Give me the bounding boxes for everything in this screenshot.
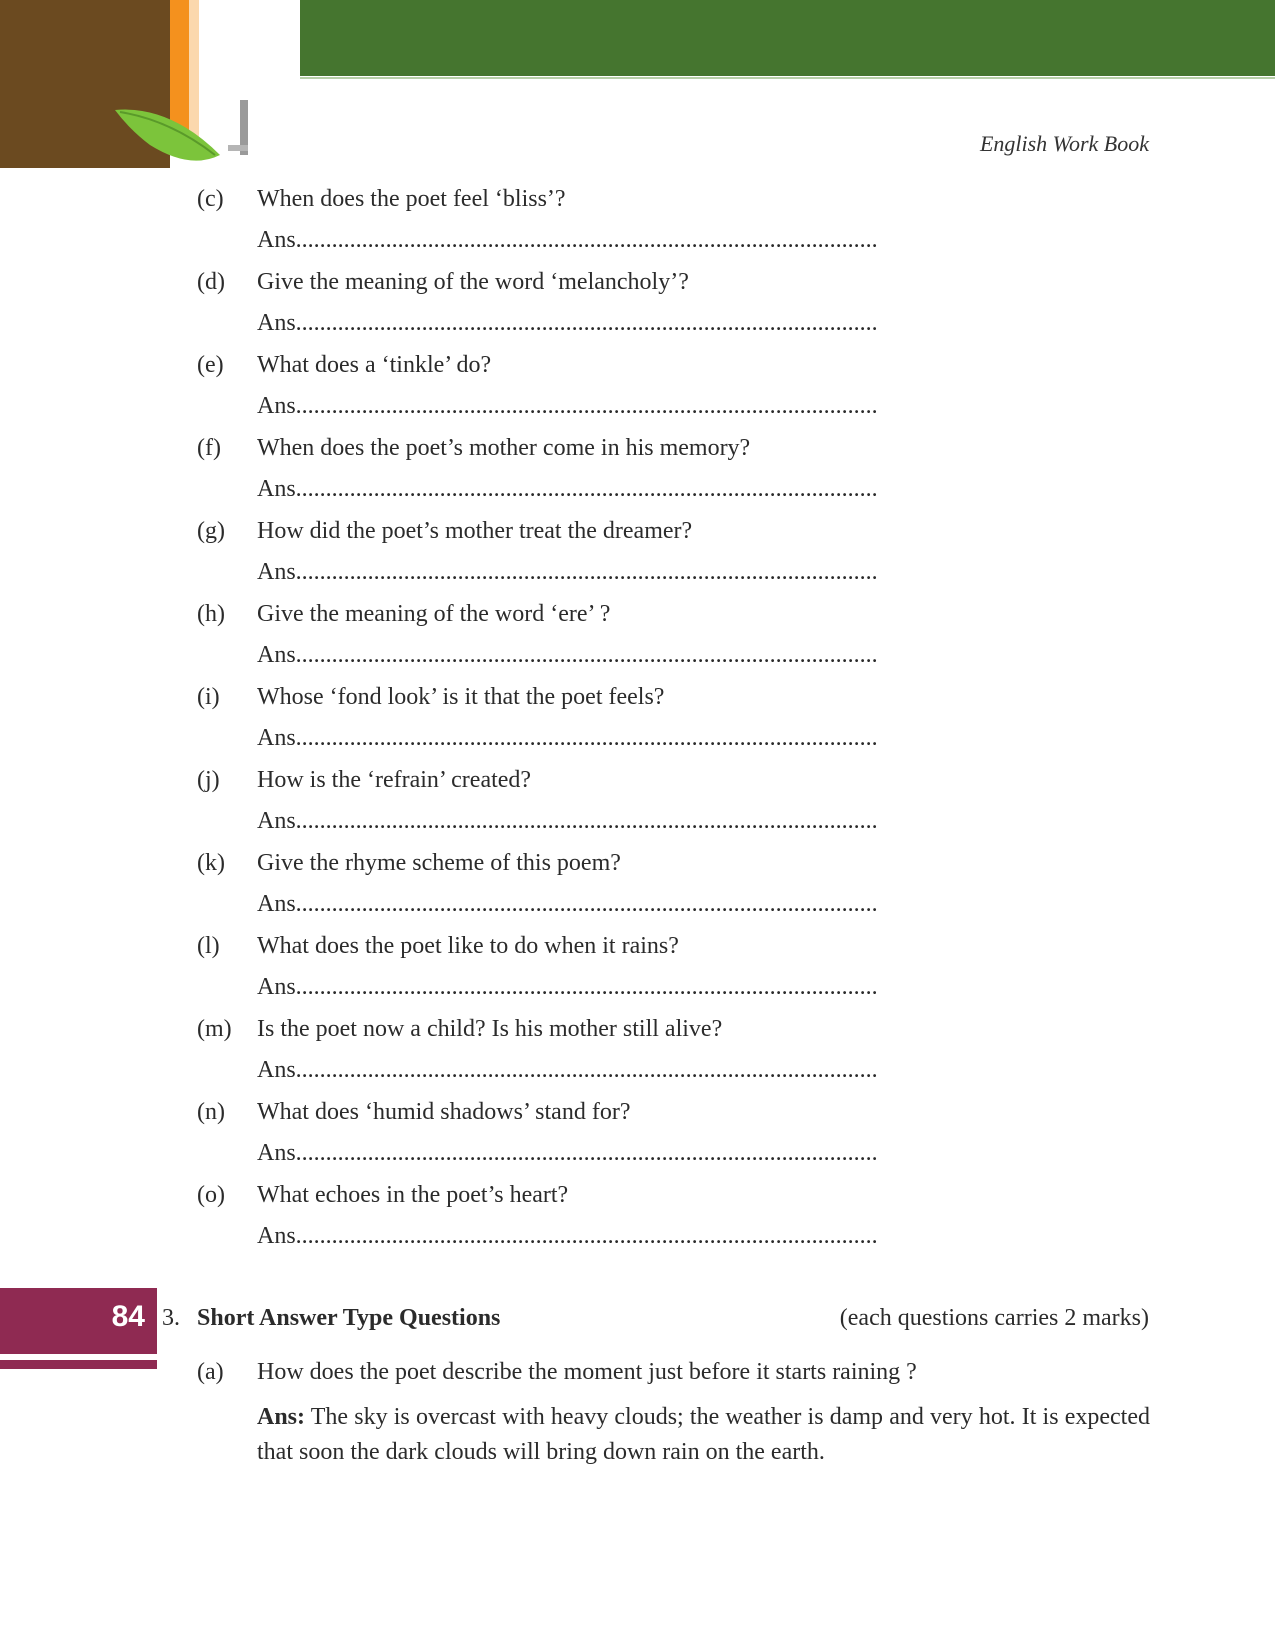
answer-line — [257, 393, 1107, 420]
question-number: (e) — [197, 352, 224, 378]
question-number: (n) — [197, 1099, 225, 1125]
answer-dots: ................................................................................................. — [295, 476, 878, 502]
answer-label: Ans — [257, 559, 296, 585]
answer-line — [257, 891, 1107, 918]
answer-label: Ans — [257, 1223, 296, 1249]
list-item — [197, 518, 1077, 601]
question-number: (i) — [197, 684, 220, 710]
question-text: What does a ‘tinkle’ do? — [257, 352, 492, 378]
list-item — [197, 435, 1077, 518]
answer-dots: ................................................................................................. — [295, 808, 878, 834]
question-text: When does the poet feel ‘bliss’? — [257, 186, 566, 212]
answer-label: Ans — [257, 310, 296, 336]
answer-dots: ................................................................................................. — [295, 1223, 878, 1249]
question-text: What does ‘humid shadows’ stand for? — [257, 1099, 631, 1125]
question-list — [197, 186, 1077, 1265]
question-number: (m) — [197, 1016, 232, 1042]
list-item — [197, 352, 1077, 435]
answer-line — [257, 974, 1107, 1001]
answer-dots: ................................................................................................. — [295, 891, 878, 917]
header-green-band — [300, 0, 1275, 76]
question-text: Whose ‘fond look’ is it that the poet feels? — [257, 684, 665, 710]
answer-label: Ans — [257, 725, 296, 751]
answer-line — [257, 642, 1107, 669]
answer-line — [257, 725, 1107, 752]
answer-label: Ans — [257, 476, 296, 502]
answer-line — [257, 559, 1107, 586]
question-number: (g) — [197, 518, 225, 544]
list-item — [197, 684, 1077, 767]
answer-dots: ................................................................................................. — [295, 393, 878, 419]
header-green-line — [300, 77, 1275, 79]
answer-line — [257, 310, 1107, 337]
answer-dots: ................................................................................................. — [295, 974, 878, 1000]
question-text: Give the meaning of the word ‘ere’ ? — [257, 601, 611, 627]
question-number: (l) — [197, 933, 220, 959]
list-item — [197, 186, 1077, 269]
question-number: (c) — [197, 186, 224, 212]
answer-dots: ................................................................................................. — [295, 310, 878, 336]
question-number: (d) — [197, 269, 225, 295]
book-title: English Work Book — [979, 131, 1149, 156]
question-text: How is the ‘refrain’ created? — [257, 767, 532, 793]
answer-dots: ................................................................................................. — [295, 1057, 878, 1083]
question-text: What does the poet like to do when it rains? — [257, 933, 679, 959]
answer-label: Ans — [257, 808, 296, 834]
answer-label: Ans — [257, 891, 296, 917]
question-text: Give the rhyme scheme of this poem? — [257, 850, 621, 876]
list-item — [197, 269, 1077, 352]
list-item — [197, 601, 1077, 684]
answer-label: Ans — [257, 1140, 296, 1166]
answer-line — [257, 476, 1107, 503]
question-text: What echoes in the poet’s heart? — [257, 1182, 569, 1208]
question-number: (j) — [197, 767, 220, 793]
answer-label: Ans: — [257, 1404, 306, 1430]
answer-label: Ans — [257, 974, 296, 1000]
question-text: Is the poet now a child? Is his mother still alive? — [257, 1016, 723, 1042]
answer-dots: ................................................................................................. — [295, 725, 878, 751]
leaf-icon — [110, 100, 270, 180]
answer-label: Ans — [257, 227, 296, 253]
question-text: How did the poet’s mother treat the dreamer? — [257, 518, 693, 544]
answer-label: Ans — [257, 642, 296, 668]
answer-label: Ans — [257, 1057, 296, 1083]
list-item — [197, 767, 1077, 850]
section-title: Short Answer Type Questions — [197, 1305, 501, 1331]
question-number: (a) — [197, 1359, 224, 1385]
answer-paragraph — [257, 1400, 1150, 1470]
list-item — [197, 1016, 1077, 1099]
answer-dots: ................................................................................................. — [295, 1140, 878, 1166]
answer-line — [257, 227, 1107, 254]
answer-line — [257, 1140, 1107, 1167]
answer-label: Ans — [257, 393, 296, 419]
answer-line — [257, 1223, 1107, 1250]
answer-text: The sky is overcast with heavy clouds; the weather is damp and very hot. It is expected that soon the dark clouds will bring down rain on the earth. — [257, 1404, 1150, 1465]
question-text: How does the poet describe the moment just before it starts raining ? — [257, 1359, 917, 1385]
question-number: (h) — [197, 601, 225, 627]
page-tab-underline — [0, 1360, 157, 1369]
question-number: (f) — [197, 435, 221, 461]
answer-line — [257, 808, 1107, 835]
list-item — [197, 850, 1077, 933]
section-number: 3. — [162, 1305, 180, 1331]
list-item — [197, 1182, 1077, 1265]
answer-dots: ................................................................................................. — [295, 559, 878, 585]
page-number: 84 — [0, 1288, 157, 1354]
answer-dots: ................................................................................................. — [295, 642, 878, 668]
section-marks: (each questions carries 2 marks) — [839, 1305, 1149, 1331]
answer-line — [257, 1057, 1107, 1084]
answer-dots: ................................................................................................. — [295, 227, 878, 253]
list-item — [197, 1099, 1077, 1182]
question-number: (k) — [197, 850, 225, 876]
question-text: When does the poet’s mother come in his memory? — [257, 435, 751, 461]
question-number: (o) — [197, 1182, 225, 1208]
question-text: Give the meaning of the word ‘melancholy’? — [257, 269, 689, 295]
list-item — [197, 933, 1077, 1016]
